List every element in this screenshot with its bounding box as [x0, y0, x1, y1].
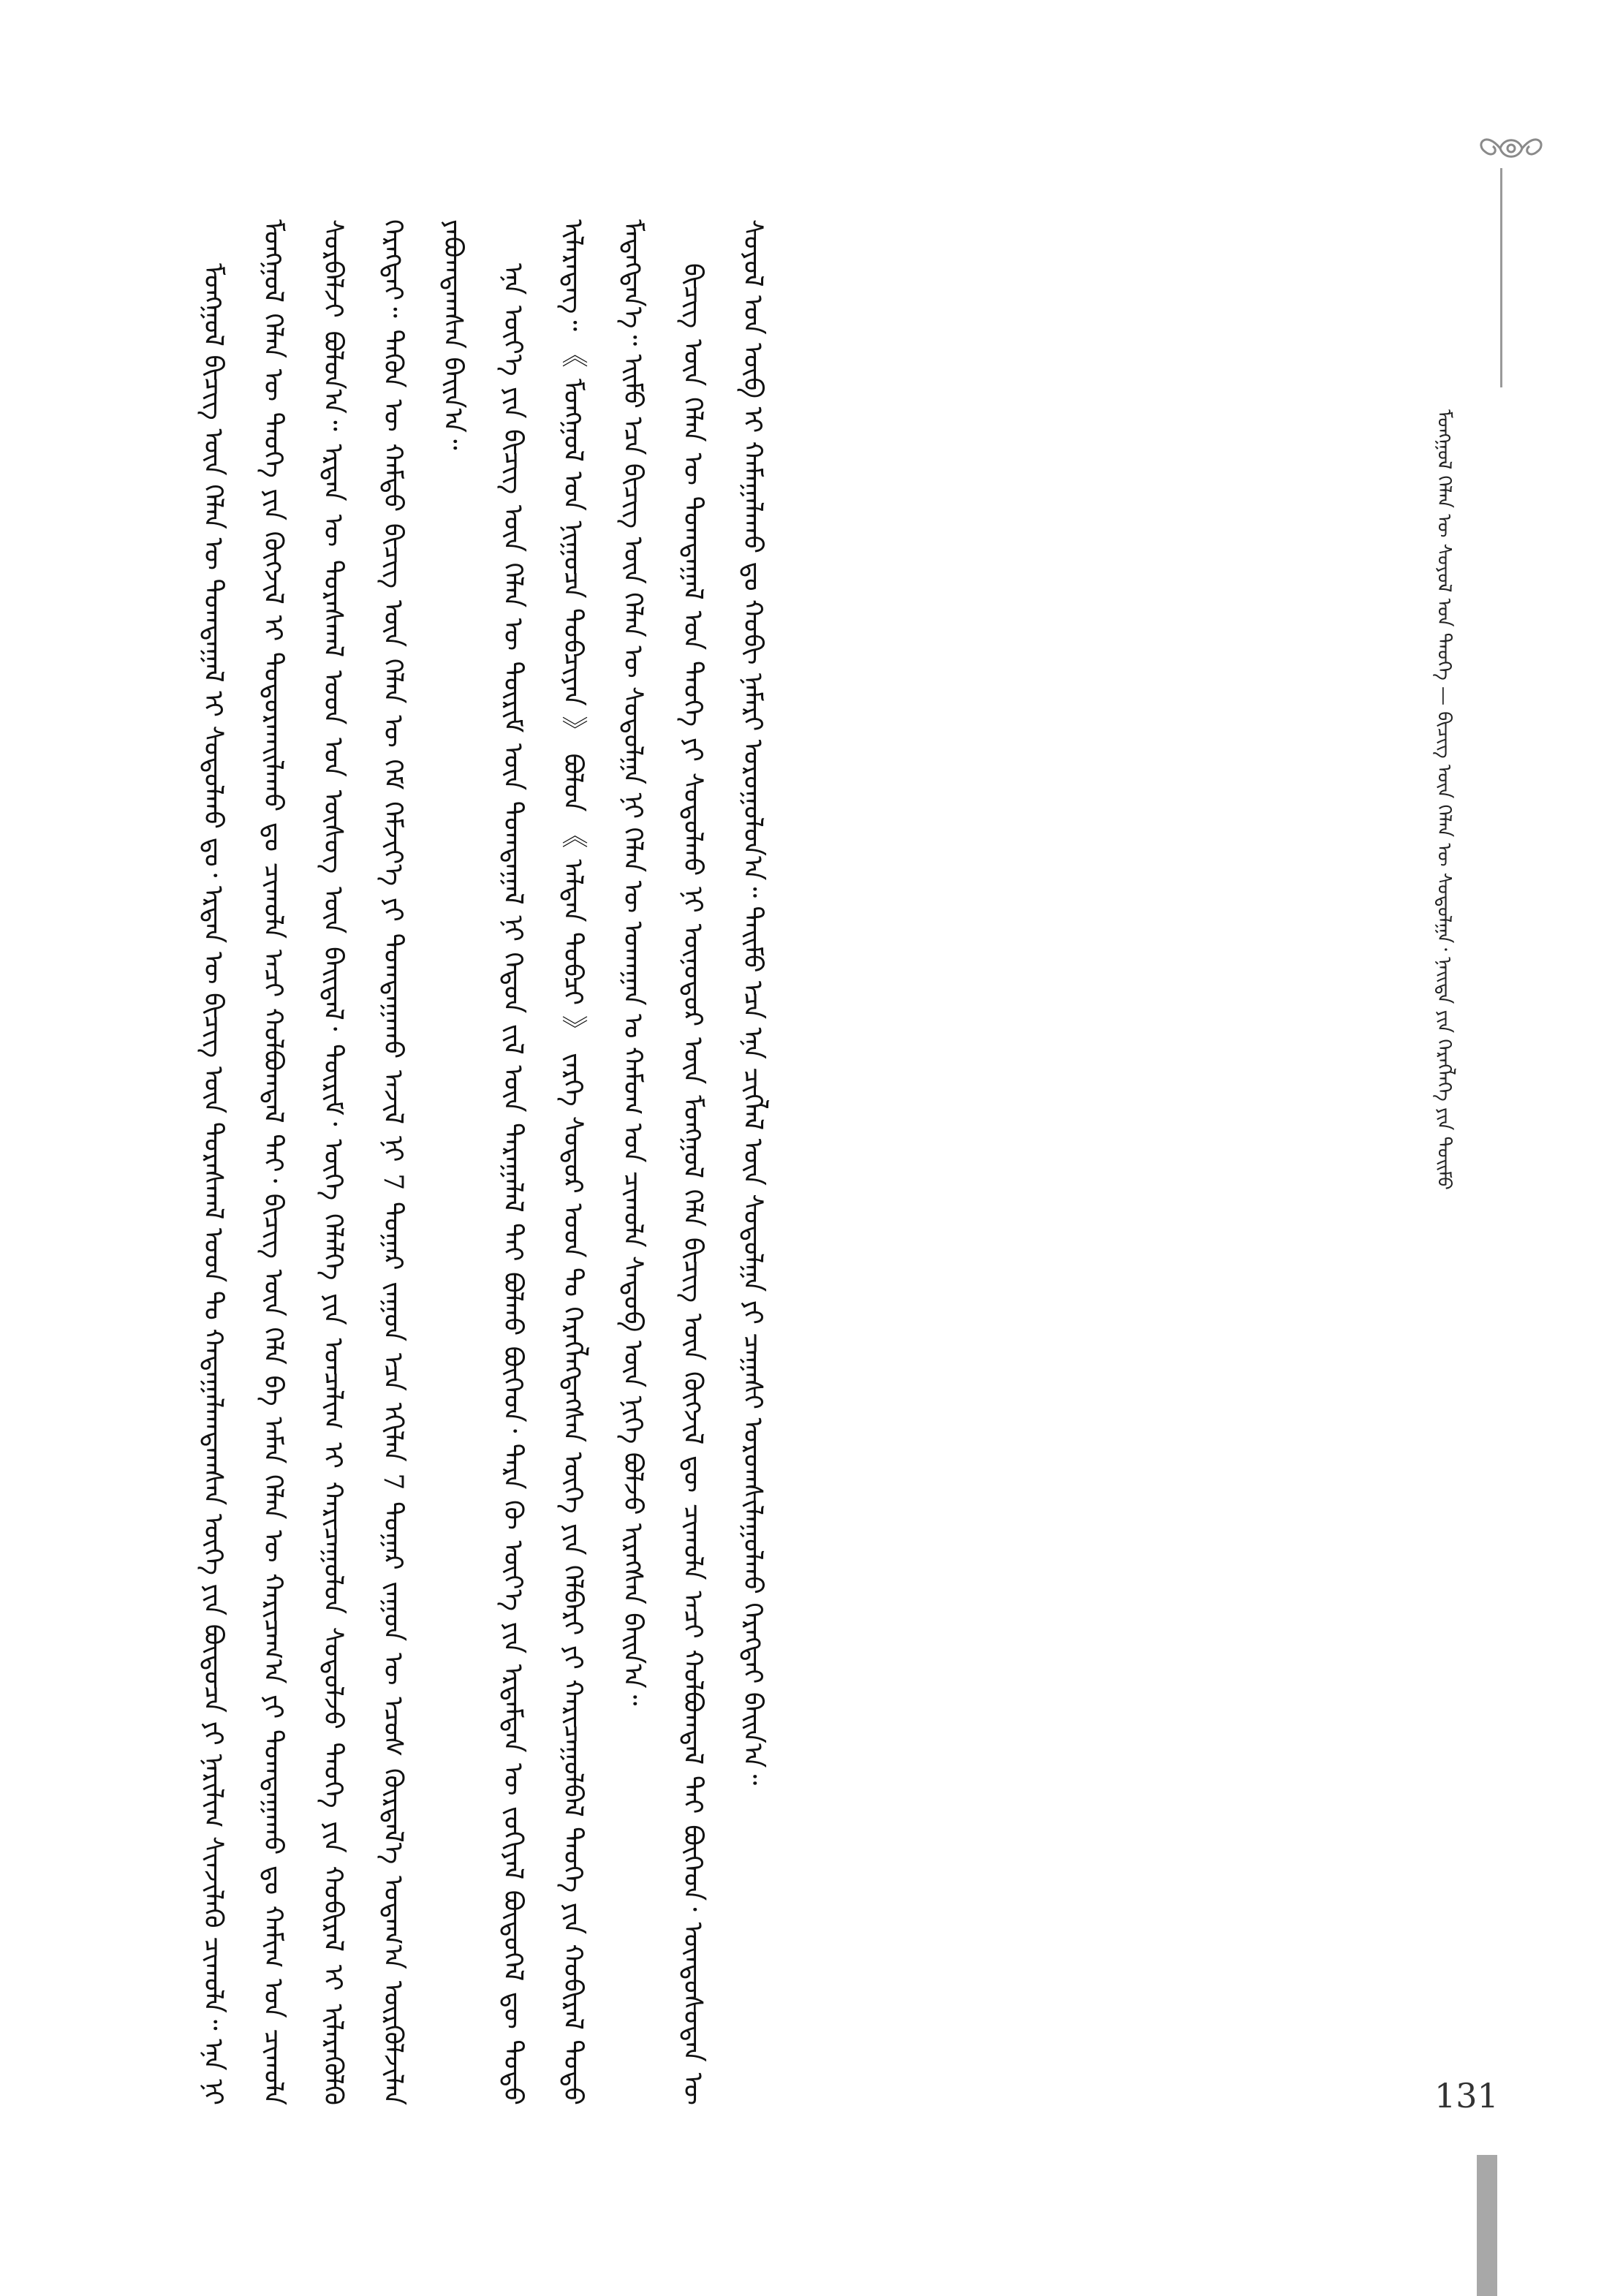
header-rule	[1500, 168, 1502, 387]
running-header: ᠮᠣᠩᠭᠣᠯ ᠬᠡᠯᠡᠨ ᠦ ᠰᠣᠶᠣᠯ ᠤᠨ ᠲᠡᠦᠬᠡ — ᠪᠢᠴᠢᠭ ᠦᠨ ᠬᠡᠯᠡᠨ ᠦ ᠰᠤᠳᠤᠯᠭᠠ᠂ ᠨᠡᠢᠲᠡ ᠶᠢᠨ ᠬᠡᠷᠡᠭᠯᠡᠭᠡ ᠶᠢᠨ ᠲᠣᠢᠮᠣ	[1433, 409, 1455, 1190]
paragraph: ᠮᠣᠩᠭᠣᠯ ᠪᠢᠴᠢᠭ ᠦᠨ ᠬᠡᠯᠡᠨ ᠦ ᠲᠣᠭᠲᠠᠭᠠᠯ ᠢ ᠰᠤᠳᠤᠯᠬᠤ ᠳᠤ᠂ ᠡᠷᠲᠡᠨ ᠦ ᠪᠢᠴᠢᠭ ᠦᠨ ᠳᠤᠷᠠᠰᠬᠠᠯ ᠤᠳ ᠲᠤ ᠬᠠᠳᠠᠭᠠᠯᠠᠭᠳᠠᠭᠰᠠᠨ ᠦᠭᠡ ᠶᠢᠨ ᠪᠦᠲᠦᠴᠡ ᠶᠢ ᠨᠠᠷᠢᠯᠢᠭ ᠰᠢᠨᠵᠢᠯᠡᠬᠦ ᠴᠢᠬᠤᠯᠠ᠃ ᠡᠨᠡ ᠨᠢ ᠮᠣᠩᠭᠣᠯ ᠬᠡᠯᠡᠨ ᠦ ᠲᠡᠦᠬᠡ ᠶᠢᠨ ᠬᠥᠭᠵᠢᠯ ᠢ ᠲᠣᠳᠣᠷᠬᠠᠢᠯᠠᠬᠤ ᠳᠤ ᠴᠢᠬᠤᠯᠠ ᠠᠴᠢ ᠬᠣᠯᠪᠣᠭᠳᠠᠯ ᠲᠠᠢ᠂ ᠪᠢᠴᠢᠭ ᠦᠨ ᠬᠡᠯᠡ ᠪᠠ ᠠᠮᠠᠨ ᠬᠡᠯᠡᠨ ᠦ ᠬᠠᠷᠢᠴᠠᠭ᠎ᠠ ᠶᠢ ᠲᠣᠭᠲᠠᠭᠠᠬᠤ ᠳᠤ ᠬᠠᠮᠢᠭ ᠤᠨ ᠴᠢᠬᠤᠯᠠ ᠰᠤᠷᠪᠠᠯᠵᠢ ᠪᠣᠯᠤᠨ᠎ᠠ᠃ ᠡᠷᠲᠡᠨ ᠦ ᠳᠤᠷᠠᠰᠬᠠᠯ ᠤᠳ ᠤᠨ ᠦᠰᠦᠭ ᠦᠨ ᠪᠠᠢᠳᠠᠯ᠂ ᠳᠦᠷᠢᠮ᠂ ᠦᠭᠡ ᠬᠡᠯᠡᠯᠭᠡ ᠶᠢᠨ ᠣᠨᠴᠠᠯᠢᠭ ᠢ ᠬᠠᠷᠢᠴᠠᠭᠤᠯᠤᠨ ᠰᠤᠳᠤᠯᠵᠤ ᠲᠡᠦᠬᠡ ᠶᠢᠨ ᠬᠤᠪᠢᠷᠠᠯ ᠢ ᠢᠯᠡᠷᠡᠭᠦᠯᠬᠦ ᠬᠡᠷᠡᠭᠲᠡᠢ᠃ ᠲᠡᠭᠦᠨ ᠦ ᠬᠠᠮᠲᠤ ᠪᠢᠴᠢᠭ ᠦᠨ ᠬᠡᠯᠡᠨ ᠦ ᠬᠡᠮ ᠬᠡᠮᠵᠢᠶ᠎ᠡ ᠶᠢ ᠲᠣᠭᠲᠠᠭᠠᠬᠤ ᠠᠵᠢᠯ ᠨᠢ 7 ᠳᠤᠭᠠᠷ ᠵᠠᠭᠤᠨ ᠡᠴᠡ ᠡᠬᠢᠯᠡᠨ 7 ᠳᠤᠭᠠᠷ ᠵᠠᠭᠤᠨ ᠦ ᠡᠴᠦᠰ ᠬᠦᠷᠲᠡᠯ᠎ᠡ ᠤᠳᠠᠭ᠎ᠠ ᠦᠷᠭᠦᠯᠵᠢᠯᠡᠨ ᠶᠠᠪᠤᠭᠳᠠᠭᠰᠠᠨ ᠪᠠᠢᠨ᠎ᠠ᠃	[198, 219, 468, 2105]
paragraph: ᠡᠨᠡ ᠦᠶ᠎ᠡ ᠶᠢᠨ ᠪᠢᠴᠢᠭ ᠦᠨ ᠬᠡᠯᠡᠨ ᠦ ᠳᠦᠷᠢᠮ ᠦᠨ ᠲᠣᠭᠲᠠᠭᠠᠯ ᠨᠢ ᠬᠡᠳᠦᠨ ᠵᠢᠯ ᠦᠨ ᠳᠠᠷᠠᠭᠠᠯᠠᠯ ᠲᠠᠢ ᠪᠣᠯᠬᠤ ᠪᠥᠭᠡᠳ᠂ ᠲᠡᠷᠡ ᠬᠦ ᠦᠶ᠎ᠡ ᠶᠢᠨ ᠡᠷᠳᠡᠮᠲᠡᠨ ᠦ ᠵᠣᠬᠢᠶᠠᠯ ᠪᠦᠲᠦᠭᠡᠯ ᠳᠦ ᠲᠣᠳᠣ ᠢᠯᠡᠷᠡᠳᠡᠭ᠃ 《 ᠮᠣᠩᠭᠣᠯ ᠤᠨ ᠨᠢᠭᠤᠴᠠ ᠲᠣᠪᠴᠢᠶᠠᠨ 》 ᠪᠣᠯᠤᠨ 《 ᠠᠯᠲᠠᠨ ᠲᠣᠪᠴᠢ 》 ᠵᠡᠷᠭᠡ ᠰᠤᠳᠤᠷ ᠤᠳ ᠲᠤ ᠬᠡᠷᠡᠭᠯᠡᠭᠳᠡᠭᠰᠡᠨ ᠦᠭᠡ ᠶᠢᠨ ᠬᠡᠯᠪᠡᠷᠢ ᠶᠢ ᠬᠠᠷᠢᠴᠠᠭᠤᠯᠪᠠᠯ ᠲᠡᠦᠬᠡ ᠶᠢᠨ ᠬᠤᠪᠢᠷᠠᠯ ᠲᠣᠳᠣ ᠮᠡᠳᠡᠭᠳᠡᠨ᠎ᠡ᠃ ᠡᠢᠮᠦ ᠡᠴᠡ ᠪᠢᠴᠢᠭ ᠦᠨ ᠬᠡᠯᠡᠨ ᠦ ᠰᠤᠳᠤᠯᠭᠠ ᠨᠢ ᠬᠡᠯᠡᠨ ᠦ ᠤᠬᠠᠭᠠᠨ ᠤ ᠬᠠᠮᠤᠭ ᠤᠨ ᠴᠢᠬᠤᠯᠠ ᠰᠡᠳᠦᠪ ᠦᠨ ᠨᠢᠭᠡ ᠪᠣᠯᠵᠤ ᠢᠷᠡᠭᠰᠡᠨ ᠪᠠᠢᠨ᠎ᠠ᠃	[498, 219, 648, 2105]
paragraph: ᠪᠢᠴᠢᠭ ᠦᠨ ᠬᠡᠯᠡᠨ ᠦ ᠲᠣᠭᠲᠠᠭᠠᠯ ᠤᠨ ᠲᠡᠦᠬᠡ ᠶᠢ ᠰᠤᠳᠤᠯᠬᠤ ᠨᠢ ᠥᠨᠥᠳᠦᠷ ᠦᠨ ᠮᠣᠩᠭᠣᠯ ᠬᠡᠯᠡ ᠪᠢᠴᠢᠭ ᠦᠨ ᠬᠥᠭᠵᠢᠯ ᠳᠦ ᠴᠢᠬᠤᠯᠠ ᠠᠴᠢ ᠬᠣᠯᠪᠣᠭᠳᠠᠯ ᠲᠠᠢ ᠪᠥᠭᠡᠳ᠂ ᠦᠨᠳᠦᠰᠦᠲᠡᠨ ᠦ ᠰᠣᠶᠣᠯ ᠤᠨ ᠦᠪ ᠢ ᠬᠠᠮᠠᠭᠠᠯᠠᠬᠤ ᠳᠤ ᠬᠤᠪᠢ ᠨᠡᠮᠡᠷᠢ ᠣᠷᠤᠭᠤᠯᠤᠨ᠎ᠠ᠃ ᠲᠡᠢᠮᠦ ᠡᠴᠡ ᠡᠨᠡ ᠴᠢᠭᠯᠡᠯ ᠦᠨ ᠰᠤᠳᠤᠯᠭᠠ ᠶᠢ ᠴᠠᠭᠠᠰᠢ ᠤᠷᠤᠭᠰᠢᠯᠠᠭᠤᠯᠬᠤ ᠬᠡᠷᠡᠭᠲᠡᠢ ᠪᠠᠢᠨ᠎ᠠ᠃	[678, 219, 768, 2105]
ornament-icon	[1471, 123, 1551, 174]
page-number: 131	[1434, 2076, 1499, 2115]
body-text	[183, 219, 1374, 2105]
thumb-tab	[1477, 2155, 1497, 2296]
